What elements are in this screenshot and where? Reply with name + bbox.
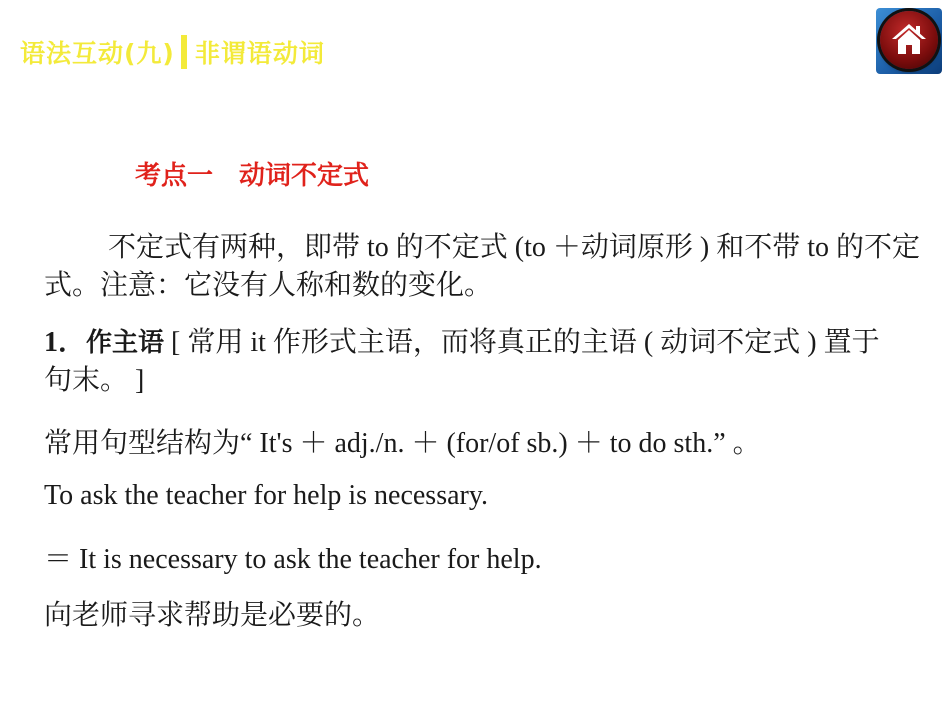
intro-paragraph: 不定式有两种，即带 to 的不定式 (to ＋动词原形 ) 和不带 to 的不定式。注意：它没有人称和数的变化。 (44, 232, 920, 301)
point-paragraph (44, 324, 894, 400)
point-heading: 作主语 (86, 328, 165, 358)
section-title: 考点一 动词不定式 (135, 161, 370, 191)
slide-header (20, 32, 325, 72)
header-title-right: 非谓语动词 (194, 39, 325, 68)
example-english-equivalent: ＝ It is necessary to ask the teacher for help. (44, 544, 542, 575)
sentence-pattern: 常用句型结构为“ It's ＋ adj./n. ＋ (for/of sb.) ＋ to do sth.” 。 (44, 428, 761, 459)
header-title-left: 语法互动(九) (20, 39, 175, 68)
point-number: 1． (44, 327, 87, 358)
point-note: [ 常用 it 作形式主语，而将真正的主语 ( 动词不定式 ) 置于句末。 ] (44, 327, 880, 396)
home-button[interactable] (876, 8, 942, 74)
header-divider (181, 35, 187, 69)
example-chinese: 向老师寻求帮助是必要的。 (44, 600, 381, 631)
home-icon (889, 20, 929, 60)
example-english: To ask the teacher for help is necessary. (44, 480, 489, 511)
